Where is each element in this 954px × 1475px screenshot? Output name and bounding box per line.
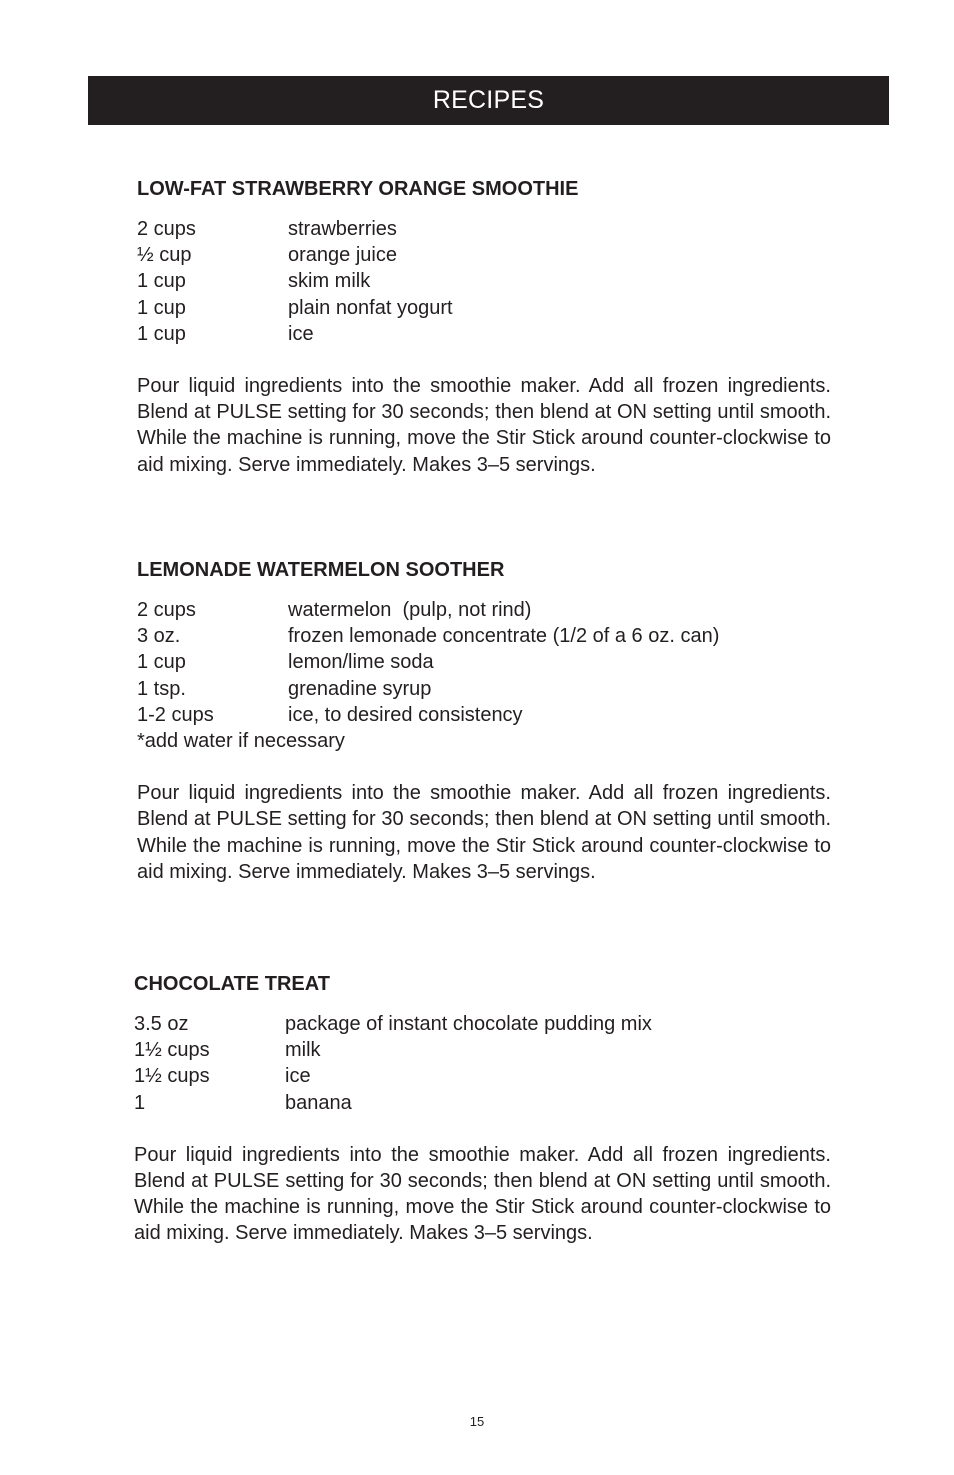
ingredient-quantity: 1½ cups: [134, 1065, 210, 1088]
ingredient-name: lemon/lime soda: [288, 651, 434, 674]
section-header-bar: [88, 76, 889, 125]
ingredient-name: ice: [285, 1065, 311, 1088]
ingredient-quantity: 1 cup: [137, 322, 186, 345]
ingredient-row: [137, 702, 831, 728]
ingredient-quantity: 1 cup: [137, 270, 186, 293]
ingredient-row: [137, 623, 831, 649]
section-title: RECIPES: [432, 86, 545, 114]
ingredient-quantity: 1: [134, 1091, 146, 1114]
ingredient-quantity: 2 cups: [137, 218, 196, 240]
ingredient-row: [137, 268, 831, 294]
ingredient-list: [137, 597, 831, 754]
ingredient-row: [134, 1011, 831, 1037]
ingredient-name: ice, to desired consistency: [288, 703, 523, 726]
ingredient-row: [134, 1037, 831, 1063]
ingredient-row: [134, 1063, 831, 1089]
recipe-directions: Pour liquid ingredients into the smoothie maker. Add all frozen ingredients. Blend at PULSE setting for 30 seconds; then blend at ON setting until smooth. While the machine is running, move the Stir Stick around counter-clockwise to aid mixing. Serve immediately. Makes 3–5 servings.: [137, 782, 831, 883]
ingredient-name: watermelon (pulp, not rind): [288, 599, 532, 621]
recipe-title: CHOCOLATE TREAT: [134, 973, 330, 995]
ingredient-quantity: 1 tsp.: [137, 677, 186, 700]
ingredient-name: frozen lemonade concentrate (1/2 of a 6 oz. can): [288, 625, 720, 648]
ingredient-name: orange juice: [288, 244, 397, 267]
ingredient-list: [134, 1011, 831, 1116]
ingredient-quantity: 3.5 oz: [134, 1013, 189, 1035]
recipe-directions: Pour liquid ingredients into the smoothie maker. Add all frozen ingredients. Blend at PULSE setting for 30 seconds; then blend at ON setting until smooth. While the machine is running, move the Stir Stick around counter-clockwise to aid mixing. Serve immediately. Makes 3–5 servings.: [137, 375, 831, 476]
ingredient-quantity: 1½ cups: [134, 1039, 210, 1062]
recipe-title: LEMONADE WATERMELON SOOTHER: [137, 559, 505, 581]
ingredient-row: [137, 216, 831, 242]
ingredient-name: plain nonfat yogurt: [288, 296, 453, 319]
ingredient-row: [137, 295, 831, 321]
ingredient-name: strawberries: [288, 218, 397, 240]
ingredient-quantity: 1-2 cups: [137, 703, 214, 726]
ingredient-name: grenadine syrup: [288, 677, 432, 700]
ingredient-quantity: 2 cups: [137, 599, 196, 621]
ingredient-quantity: ½ cup: [137, 244, 192, 267]
ingredient-name: milk: [285, 1039, 321, 1062]
recipe-title: LOW-FAT STRAWBERRY ORANGE SMOOTHIE: [137, 178, 579, 200]
page-number: 15: [469, 1414, 485, 1429]
ingredient-row: [137, 321, 831, 347]
ingredient-row: [137, 649, 831, 675]
ingredient-name: package of instant chocolate pudding mix: [285, 1013, 652, 1035]
ingredient-quantity: 1 cup: [137, 296, 186, 319]
ingredient-quantity: 1 cup: [137, 651, 186, 674]
ingredient-row: [137, 676, 831, 702]
recipe-directions: Pour liquid ingredients into the smoothie maker. Add all frozen ingredients. Blend at PULSE setting for 30 seconds; then blend at ON setting until smooth. While the machine is running, move the Stir Stick around counter-clockwise to aid mixing. Serve immediately. Makes 3–5 servings.: [134, 1143, 831, 1245]
ingredient-list: [137, 216, 831, 347]
recipe-note: *add water if necessary: [137, 730, 345, 753]
ingredient-row: [137, 597, 831, 623]
ingredient-row: [134, 1090, 831, 1116]
ingredient-name: ice: [288, 322, 314, 345]
ingredient-name: skim milk: [288, 270, 371, 293]
recipe-strawberry-orange-smoothie: [137, 176, 831, 498]
ingredient-row: [137, 242, 831, 268]
recipe-chocolate-treat: [134, 971, 831, 1267]
ingredient-name: banana: [285, 1091, 352, 1114]
ingredient-quantity: 3 oz.: [137, 625, 181, 648]
recipe-lemonade-watermelon-soother: [137, 557, 831, 905]
